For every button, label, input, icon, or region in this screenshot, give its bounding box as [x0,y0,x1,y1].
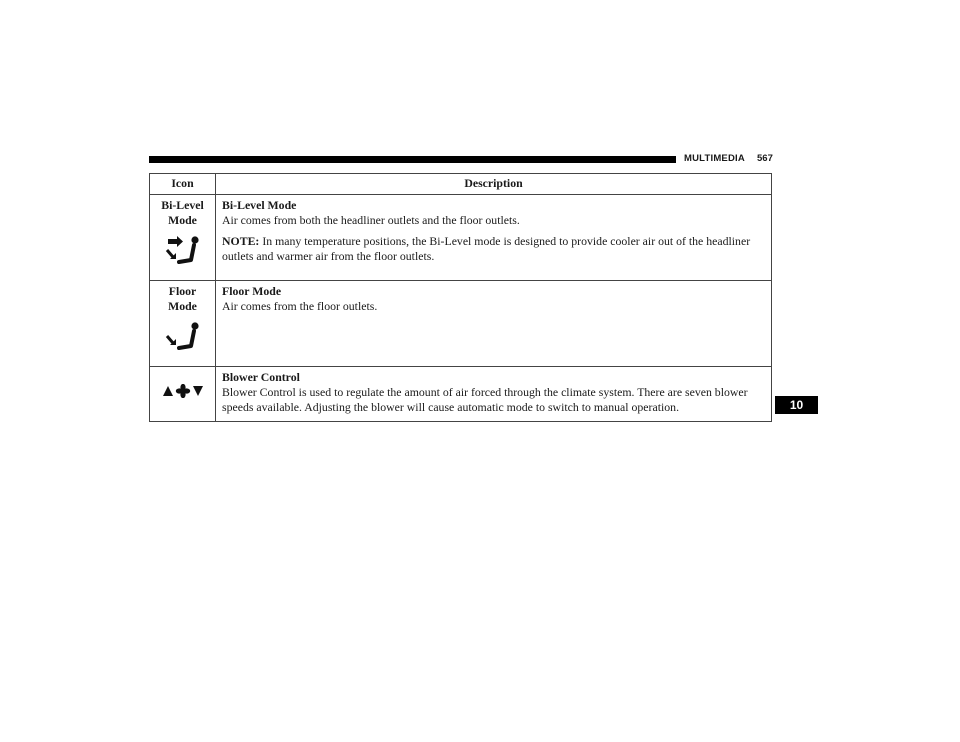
header-rule [149,156,676,163]
table-row [150,281,772,367]
row-text: Air comes from both the headliner outlets and the floor outlets. [222,213,520,227]
description-cell [216,367,772,422]
row-text: Air comes from the floor outlets. [222,299,378,313]
row-title: Blower Control [222,370,300,384]
icon-label-line2: Mode [168,299,197,313]
table-row [150,367,772,422]
icon-label-line1: Floor [168,284,197,298]
note [222,234,767,264]
table-header-row [150,174,772,195]
icon-cell [150,281,216,367]
floor-mode-icon [165,320,201,354]
table-row [150,195,772,281]
icon-cell [150,367,216,422]
row-text: Blower Control is used to regulate the amount of air forced through the climate system. There are seven blower speeds available. Adjusting the blower will cause automatic mode to switch to manual operation. [222,385,748,414]
page-number: 567 [757,153,773,164]
description-cell [216,195,772,281]
icon-label-line2: Mode [168,213,197,227]
icon-label-line1: Bi-Level [161,198,204,212]
column-header-description: Description [216,174,772,195]
row-title: Bi-Level Mode [222,198,297,212]
note-label: NOTE: [222,234,260,248]
bi-level-mode-icon [165,234,201,268]
section-title: MULTIMEDIA [684,153,745,164]
row-title: Floor Mode [222,284,282,298]
description-cell [216,281,772,367]
note-text: In many temperature positions, the Bi-Level mode is designed to provide cooler air out of the headliner outlets and warmer air from the floor outlets. [222,234,751,263]
chapter-tab: 10 [775,396,818,414]
icon-cell [150,195,216,281]
blower-control-icon [162,384,204,398]
column-header-icon: Icon [150,174,216,195]
climate-controls-table [149,173,772,422]
